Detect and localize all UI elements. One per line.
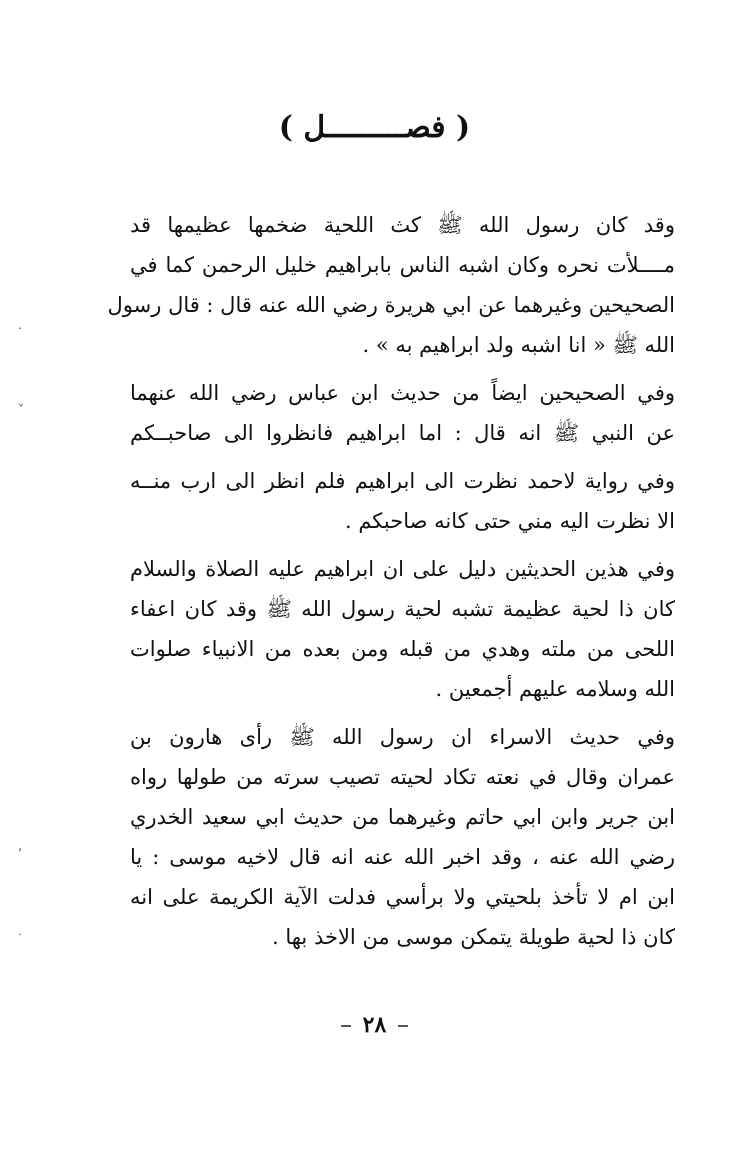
text-line: وفي الصحيحين ايضاً من حديث ابن عباس رضي الله عنهما <box>130 381 675 405</box>
text-line: وفي هذين الحديثين دليل على ان ابراهيم عليه الصلاة والسلام <box>130 557 675 581</box>
text-line: الصحيحين وغيرهما عن ابي هريرة رضي الله عنه قال : قال رسول <box>107 293 675 317</box>
text-line: مــــلأت نحره وكان اشبه الناس بابراهيم خليل الرحمن كما في <box>130 253 675 277</box>
page-number: ٢٨ <box>362 1012 387 1038</box>
paragraph <box>130 549 675 709</box>
text-line: الا نظرت اليه مني حتى كانه صاحبكم . <box>344 509 675 533</box>
text-line: عمران وقال في نعته تكاد لحيته تصيب سرته من طولها رواه <box>130 765 675 789</box>
text-line: رضي الله عنه ، وقد اخبر الله عنه انه قال لاخيه موسى : يا <box>130 845 675 869</box>
margin-mark: ˬ <box>18 392 24 406</box>
body-text <box>107 205 675 965</box>
text-line: وفي حديث الاسراء ان رسول الله ﷺ رأى هارون بن <box>130 725 675 749</box>
dash-decoration <box>398 1025 408 1027</box>
section-heading: ( فصـــــــــل ) <box>278 110 471 145</box>
paragraph <box>130 373 675 453</box>
text-line: الله وسلامه عليهم أجمعين . <box>435 677 675 701</box>
text-line: كان ذا لحية طويلة يتمكن موسى من الاخذ بها . <box>272 925 675 949</box>
margin-mark: ˎ <box>18 922 22 936</box>
text-line: اللحى من ملته وهدي من قبله ومن بعده من الانبياء صلوات <box>130 637 675 661</box>
text-line: ابن ام لا تأخذ بلحيتي ولا برأسي فدلت الآية الكريمة على انه <box>130 885 675 909</box>
text-line: الله ﷺ « انا اشبه ولد ابراهيم به » . <box>362 333 675 357</box>
page-number-footer <box>0 1012 749 1038</box>
paragraph <box>130 717 675 957</box>
margin-mark: . <box>18 318 22 332</box>
paragraph <box>130 461 675 541</box>
text-line: عن النبي ﷺ انه قال : اما ابراهيم فانظروا الى صاحبــكم <box>130 421 675 445</box>
margin-mark: ، <box>18 840 22 854</box>
paragraph <box>107 205 675 365</box>
text-line: وقد كان رسول الله ﷺ كث اللحية ضخمها عظيمها قد <box>130 213 675 237</box>
dash-decoration <box>341 1025 351 1027</box>
text-line: ابن جرير وابن ابي حاتم وغيرهما من حديث ابي سعيد الخدري <box>130 805 675 829</box>
text-line: كان ذا لحية عظيمة تشبه لحية رسول الله ﷺ وقد كان اعفاء <box>130 597 675 621</box>
text-line: وفي رواية لاحمد نظرت الى ابراهيم فلم انظر الى ارب منــه <box>130 469 675 493</box>
